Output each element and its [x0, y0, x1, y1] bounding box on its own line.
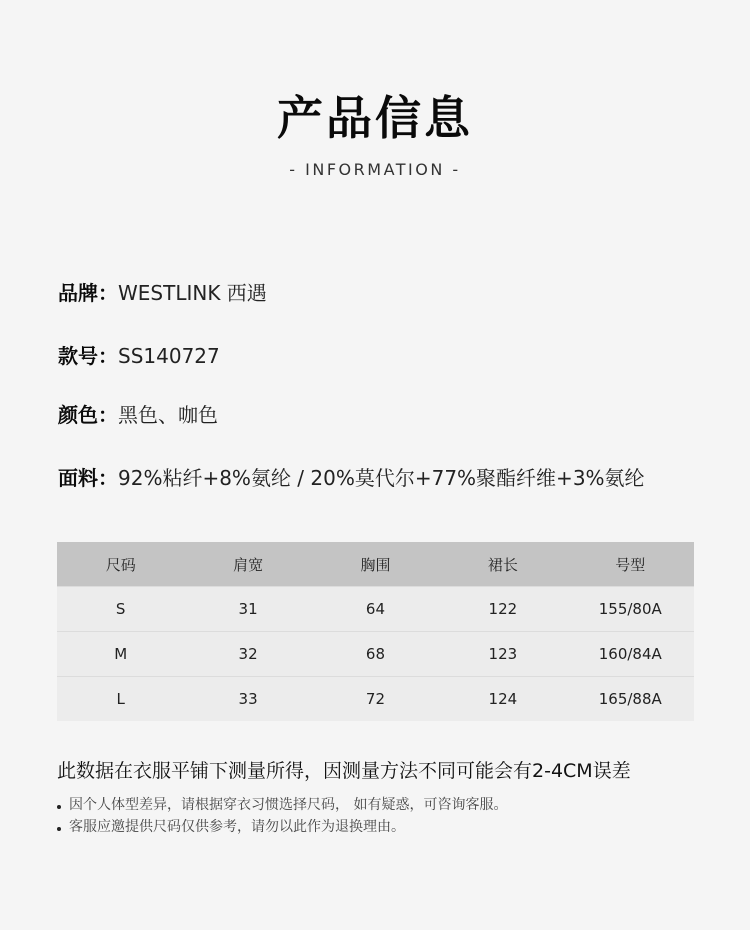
table-cell: 64 [312, 587, 439, 632]
measurement-note: 此数据在衣服平铺下测量所得，因测量方法不同可能会有2-4CM误差 [57, 760, 631, 782]
bullet-dot-icon [57, 805, 61, 809]
fabric-value: 92%粘纤+8%氨纶 / 20%莫代尔+77%聚酯纤维+3%氨纶 [118, 466, 645, 490]
fabric-row [58, 464, 645, 492]
table-row [57, 677, 694, 722]
table-cell: 155/80A [567, 587, 694, 632]
page-subtitle: - INFORMATION - [289, 160, 461, 179]
table-cell: M [57, 632, 184, 677]
style-number-label: 款号： [58, 344, 118, 368]
note-text: 因个人体型差异，请根据穿衣习惯选择尺码， 如有疑惑，可咨询客服。 [69, 797, 508, 813]
table-cell: 165/88A [567, 677, 694, 722]
color-value: 黑色、咖色 [118, 403, 218, 427]
table-cell: S [57, 587, 184, 632]
list-item [57, 816, 507, 838]
column-header-fit: 号型 [567, 542, 694, 587]
table-cell: 33 [184, 677, 311, 722]
table-cell: 32 [184, 632, 311, 677]
bullet-dot-icon [57, 827, 61, 831]
fabric-label: 面料： [58, 466, 118, 490]
table-cell: 123 [439, 632, 566, 677]
style-number-row [58, 342, 220, 370]
table-row [57, 587, 694, 632]
table-cell: 68 [312, 632, 439, 677]
color-label: 颜色： [58, 403, 118, 427]
size-table [57, 542, 694, 721]
list-item [57, 794, 507, 816]
color-row [58, 401, 218, 429]
table-header-row [57, 542, 694, 587]
column-header-bust: 胸围 [312, 542, 439, 587]
column-header-shoulder: 肩宽 [184, 542, 311, 587]
brand-label: 品牌： [58, 281, 118, 305]
table-cell: L [57, 677, 184, 722]
note-text: 客服应邀提供尺码仅供参考，请勿以此作为退换理由。 [69, 819, 405, 835]
note-list [57, 794, 507, 838]
brand-value: WESTLINK 西遇 [118, 281, 267, 305]
style-number-value: SS140727 [118, 344, 220, 368]
brand-row [58, 279, 267, 307]
table-cell: 122 [439, 587, 566, 632]
column-header-length: 裙长 [439, 542, 566, 587]
table-cell: 160/84A [567, 632, 694, 677]
column-header-size: 尺码 [57, 542, 184, 587]
header [0, 88, 750, 179]
table-cell: 124 [439, 677, 566, 722]
table-cell: 31 [184, 587, 311, 632]
table-cell: 72 [312, 677, 439, 722]
page-title: 产品信息 [277, 91, 473, 145]
table-row [57, 632, 694, 677]
